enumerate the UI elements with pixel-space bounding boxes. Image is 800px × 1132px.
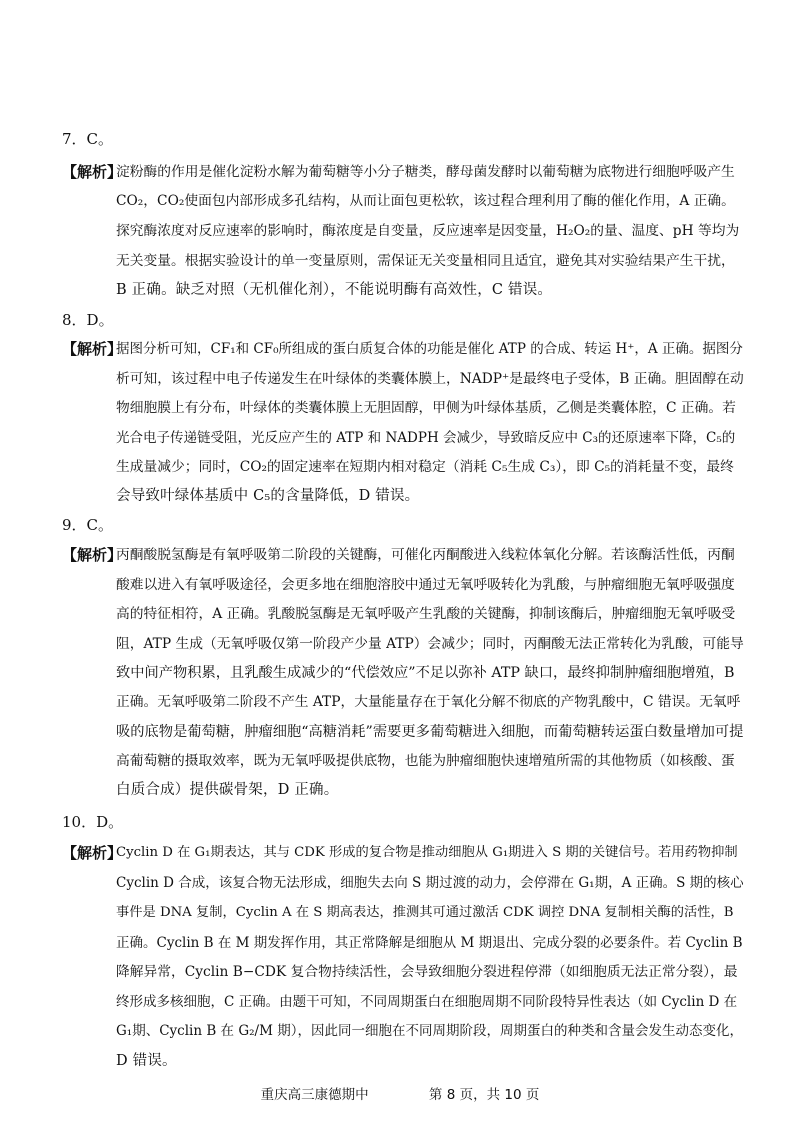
page-footer — [0, 1086, 800, 1104]
q10-line: 降解异常，Cyclin B−CDK 复合物持续活性，会导致细胞分裂进程停滞（如细胞质无法正常分裂），最 — [116, 964, 738, 980]
q7-line: 探究酶浓度对反应速率的影响时，酶浓度是自变量，反应速率是因变量，H₂O₂的量、温度、pH 等均为 — [116, 223, 740, 239]
q9-line: 酸难以进入有氧呼吸途径，会更多地在细胞溶胶中通过无氧呼吸转化为乳酸，与肿瘤细胞无氧呼吸强度 — [116, 577, 735, 593]
q9-line: 正确。无氧呼吸第二阶段不产生 ATP，大量能量存在于氧化分解不彻底的产物乳酸中，C 错误。无氧呼 — [116, 694, 741, 710]
q10-line: G₁期、Cyclin B 在 G₂/M 期），因此同一细胞在不同周期阶段，周期蛋白的种类和含量会发生动态变化， — [116, 1023, 743, 1039]
q9-analysis-tag: 【解析】 — [62, 546, 123, 564]
q9-line: 致中间产物积累，且乳酸生成减少的“代偿效应”不足以弥补 ATP 缺口，最终抑制肿瘤细胞增殖，B — [116, 665, 735, 681]
q7-line: 无关变量。根据实验设计的单一变量原则，需保证无关变量相同且适宜，避免其对实验结果产生干扰， — [116, 253, 735, 269]
q8-line: 据图分析可知，CF₁和 CF₀所组成的蛋白质复合体的功能是催化 ATP 的合成、转运 H⁺，A 正确。据图分 — [116, 341, 743, 357]
q8-line: 物细胞膜上有分布，叶绿体的类囊体膜上无胆固醇，甲侧为叶绿体基质，乙侧是类囊体腔，C 正确。若 — [116, 400, 736, 416]
q9-line: 吸的底物是葡萄糖，肿瘤细胞“高糖消耗”需要更多葡萄糖进入细胞，而葡萄糖转运蛋白数量增加可提 — [116, 724, 744, 740]
q10-line: 正确。Cyclin B 在 M 期发挥作用，其正常降解是细胞从 M 期退出、完成分裂的必要条件。若 Cyclin B — [116, 935, 743, 951]
q7-analysis-tag: 【解析】 — [62, 163, 123, 181]
q7-answer: 7．C。 — [62, 130, 114, 148]
q8-analysis-tag: 【解析】 — [62, 340, 123, 358]
footer-school: 重庆高三康德期中 — [260, 1087, 369, 1103]
q10-line: Cyclin D 在 G₁期表达，其与 CDK 形成的复合物是推动细胞从 G₁期进入 S 期的关键信号。若用药物抑制 — [116, 845, 738, 860]
q10-answer: 10．D。 — [62, 813, 124, 831]
q7-line: B 正确。缺乏对照（无机催化剂），不能说明酶有高效性，C 错误。 — [116, 282, 553, 298]
footer-page-number: 第 8 页，共 10 页 — [428, 1087, 540, 1103]
q10-analysis-tag: 【解析】 — [62, 844, 123, 862]
q9-line: 丙酮酸脱氢酶是有氧呼吸第二阶段的关键酶，可催化丙酮酸进入线粒体氧化分解。若该酶活性低，丙酮 — [116, 547, 735, 563]
q9-line: 高的特征相符，A 正确。乳酸脱氢酶是无氧呼吸产生乳酸的关键酶，抑制该酶后，肿瘤细胞无氧呼吸受 — [116, 606, 736, 622]
q10-line: 终形成多核细胞，C 正确。由题干可知，不同周期蛋白在细胞周期不同阶段特异性表达（如 Cyclin D 在 — [116, 994, 738, 1010]
q8-line: 会导致叶绿体基质中 C₅的含量降低，D 错误。 — [116, 488, 420, 504]
q10-line: D 错误。 — [116, 1053, 177, 1069]
q8-answer: 8．D。 — [62, 311, 114, 329]
q10-line: 事件是 DNA 复制，Cyclin A 在 S 期高表达，推测其可通过激活 CDK 调控 DNA 复制相关酶的活性，B — [116, 905, 734, 920]
q8-line: 析可知，该过程中电子传递发生在叶绿体的类囊体膜上，NADP⁺是最终电子受体，B 正确。胆固醇在动 — [116, 371, 744, 387]
q9-line: 阻，ATP 生成（无氧呼吸仅第一阶段产少量 ATP）会减少；同时，丙酮酸无法正常转化为乳酸，可能导 — [116, 636, 744, 652]
q9-line: 白质合成）提供碳骨架，D 正确。 — [116, 782, 339, 798]
q7-line: CO₂，CO₂使面包内部形成多孔结构，从而让面包更松软，该过程合理利用了酶的催化作用，A 正确。 — [116, 193, 735, 209]
q9-answer: 9．C。 — [62, 516, 114, 534]
q7-line: 淀粉酶的作用是催化淀粉水解为葡萄糖等小分子糖类，酵母菌发酵时以葡萄糖为底物进行细胞呼吸产生 — [116, 164, 735, 180]
q9-line: 高葡萄糖的摄取效率，既为无氧呼吸提供底物，也能为肿瘤细胞快速增殖所需的其他物质（如核酸、蛋 — [116, 753, 735, 769]
q8-line: 生成量减少；同时，CO₂的固定速率在短期内相对稳定（消耗 C₅生成 C₃），即 C₅的消耗量不变，最终 — [116, 459, 734, 475]
q8-line: 光合电子传递链受阻，光反应产生的 ATP 和 NADPH 会减少，导致暗反应中 C₃的还原速率下降，C₅的 — [116, 430, 736, 446]
q10-line: Cyclin D 合成，该复合物无法形成，细胞失去向 S 期过渡的动力，会停滞在 G₁期，A 正确。S 期的核心 — [116, 875, 744, 891]
